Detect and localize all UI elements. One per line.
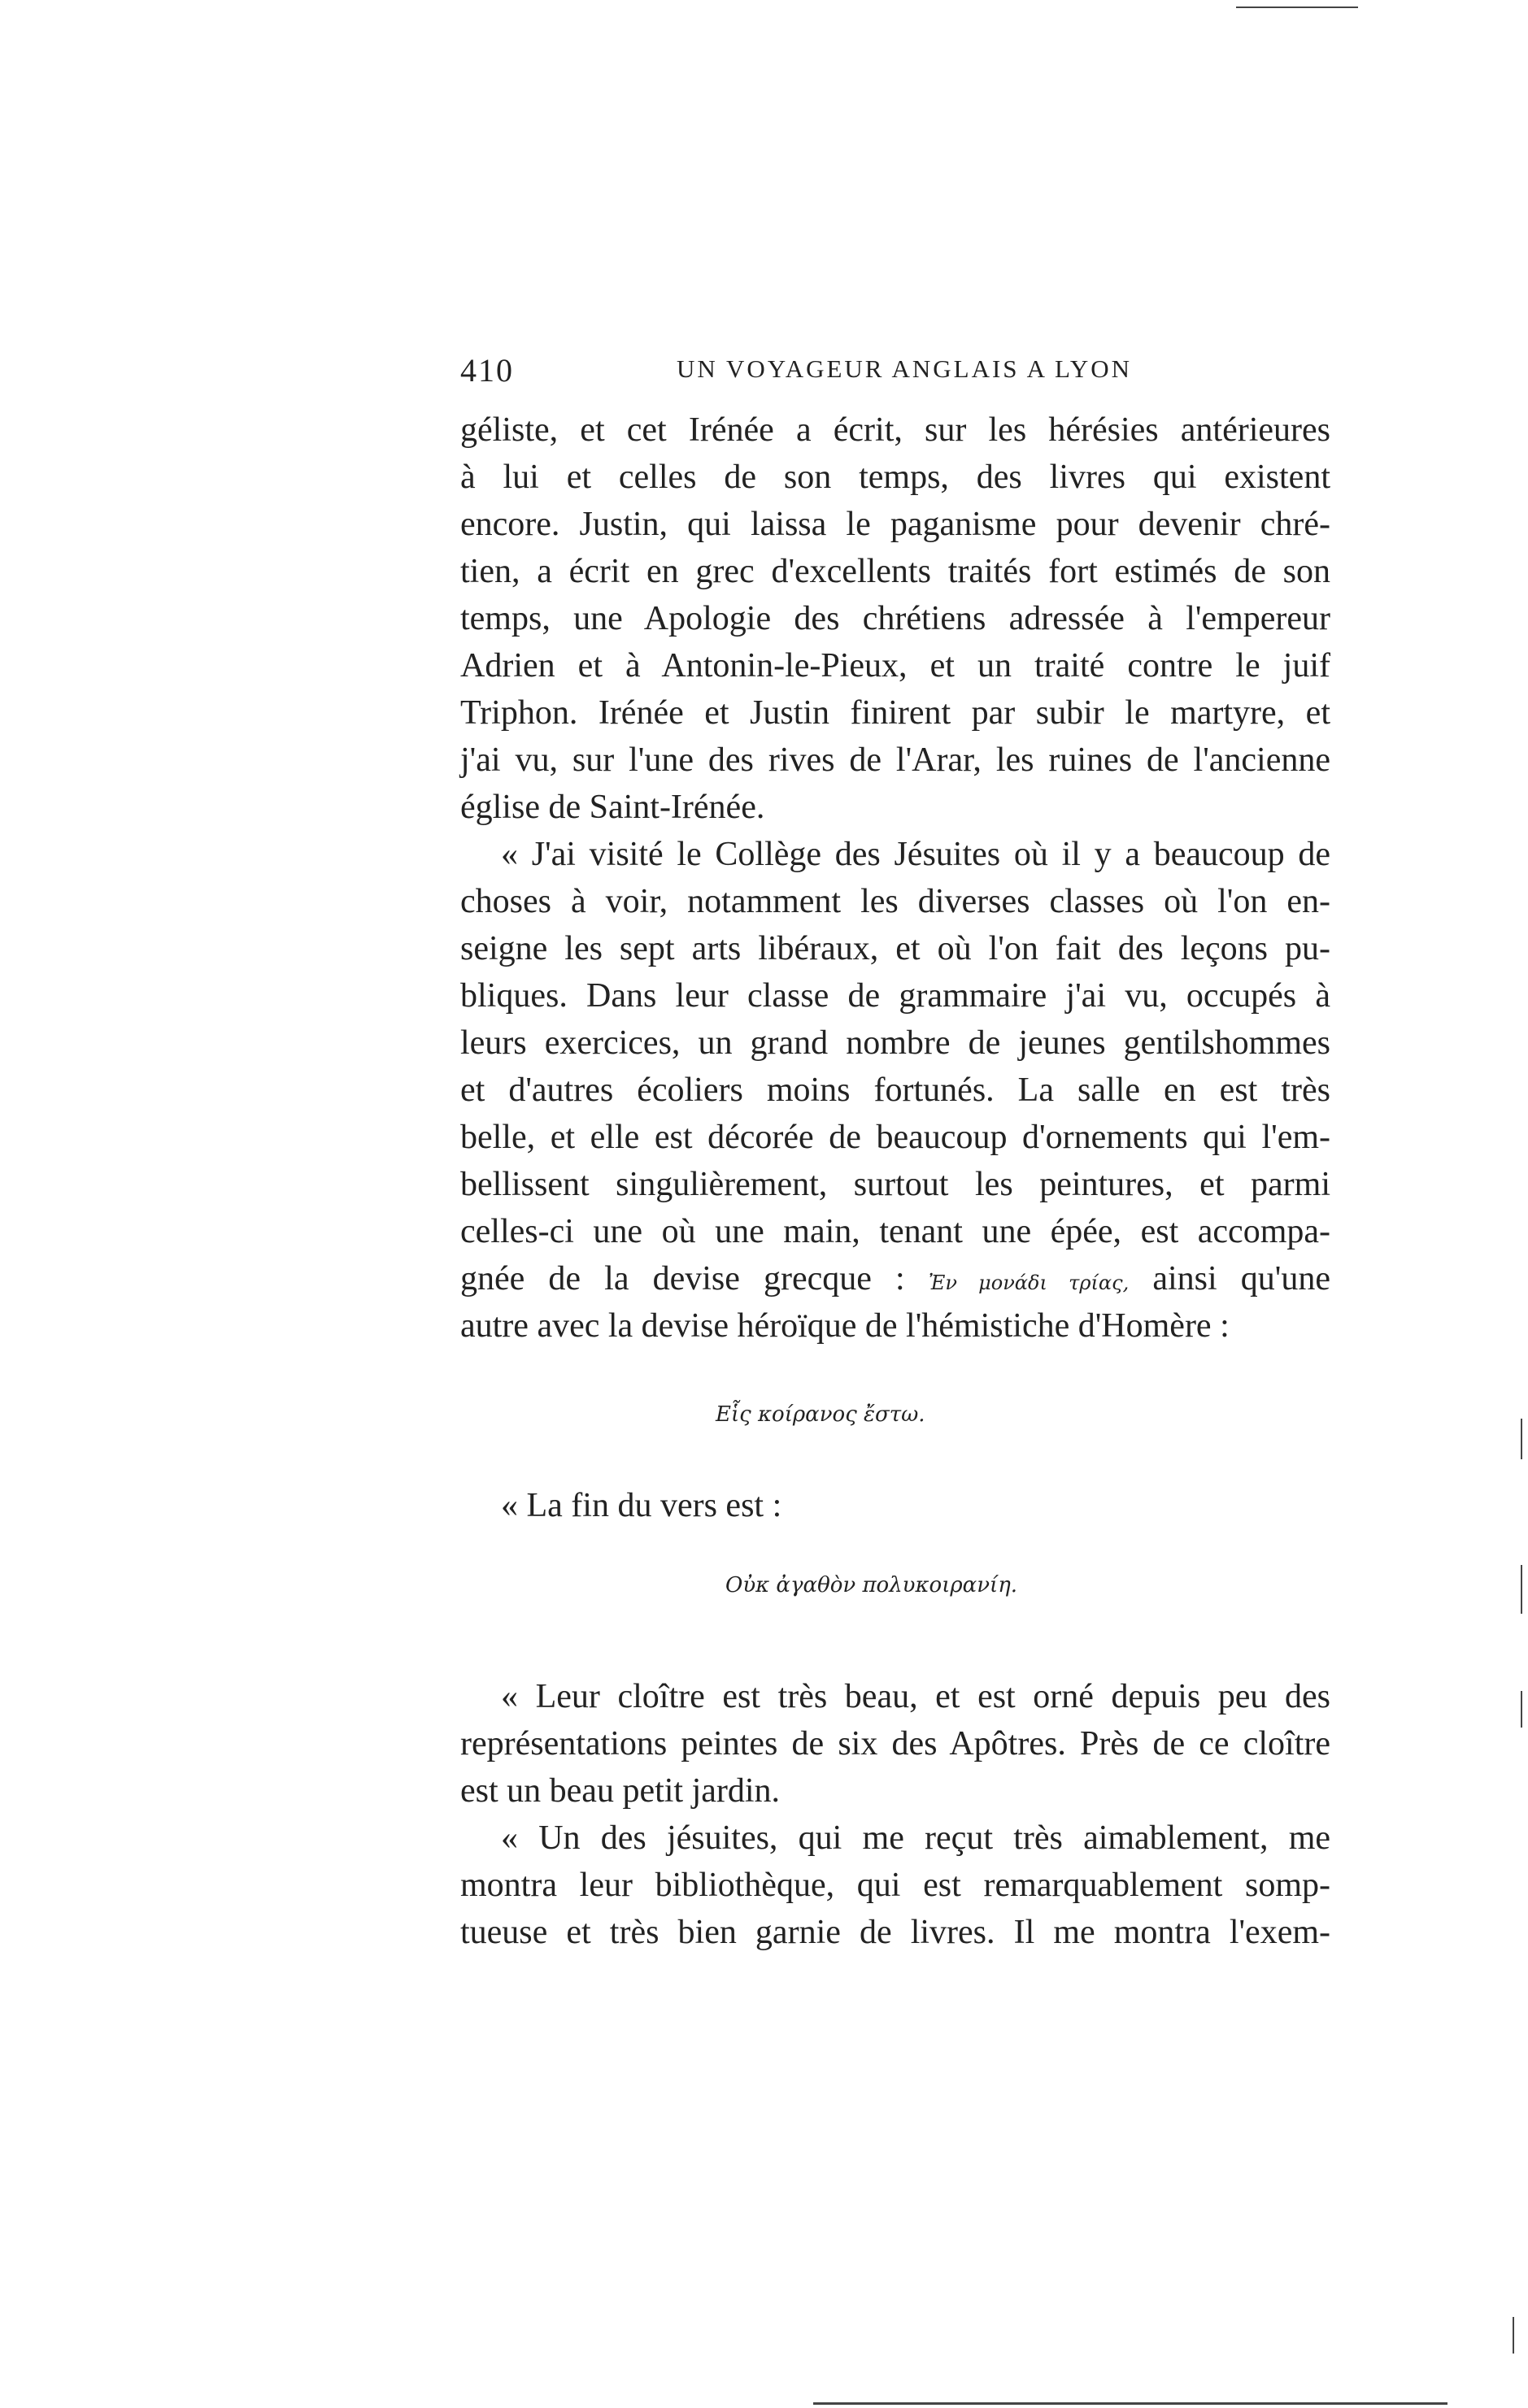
running-title: UN VOYAGEUR ANGLAIS A LYON bbox=[677, 354, 1133, 383]
paragraph-3 bbox=[460, 1673, 1330, 1815]
scan-edge-mark bbox=[1521, 1565, 1522, 1614]
text-line: « Leur cloître est très beau, et est orné depuis peu des bbox=[501, 1678, 1330, 1715]
scan-edge-mark bbox=[1521, 1419, 1522, 1459]
text-line: temps, une Apologie des chrétiens adressée à l'empereur bbox=[460, 600, 1330, 637]
text-line: église de Saint-Irénée. bbox=[460, 789, 765, 826]
text-line: j'ai vu, sur l'une des rives de l'Arar, les ruines de l'ancienne bbox=[460, 741, 1330, 779]
page-number: 410 bbox=[460, 352, 514, 389]
main-text bbox=[460, 406, 1330, 1350]
text-line: choses à voir, notamment les diverses classes où l'on en- bbox=[460, 883, 1330, 920]
text-line: « J'ai visité le Collège des Jésuites où il y a beaucoup de bbox=[501, 836, 1330, 873]
text-line: à lui et celles de son temps, des livres qui existent bbox=[460, 459, 1330, 496]
text-line: celles-ci une où une main, tenant une épée, est accompa- bbox=[460, 1213, 1330, 1250]
scan-edge-mark bbox=[1521, 1691, 1522, 1728]
text-line: géliste, et cet Irénée a écrit, sur les hérésies antérieures bbox=[460, 411, 1330, 449]
text-line: belle, et elle est décorée de beaucoup d'ornements qui l'em- bbox=[460, 1119, 1330, 1156]
scan-edge-mark bbox=[1236, 7, 1358, 8]
text-line: « Un des jésuites, qui me reçut très aimablement, me bbox=[501, 1819, 1330, 1857]
scan-edge-mark bbox=[813, 2402, 1447, 2405]
paragraph-1 bbox=[460, 406, 1330, 831]
text-line: et d'autres écoliers moins fortunés. La salle en est très bbox=[460, 1071, 1330, 1109]
paragraph-4 bbox=[460, 1815, 1330, 1956]
text-line: est un beau petit jardin. bbox=[460, 1772, 781, 1810]
text-line-with-greek bbox=[460, 1255, 1330, 1302]
text-line: autre avec la devise héroïque de l'hémistiche d'Homère : bbox=[460, 1307, 1230, 1345]
text-line: Triphon. Irénée et Justin finirent par subir le martyre, et bbox=[460, 694, 1330, 732]
greek-line-before: gnée de la devise grecque : bbox=[460, 1260, 905, 1297]
text-line: tueuse et très bien garnie de livres. Il me montra l'exem- bbox=[460, 1914, 1330, 1951]
text-line: représentations peintes de six des Apôtres. Près de ce cloître bbox=[460, 1725, 1330, 1763]
quote-intro: « La fin du vers est : bbox=[501, 1487, 782, 1524]
paragraph-2 bbox=[460, 831, 1330, 1350]
text-line: seigne les sept arts libéraux, et où l'on fait des leçons pu- bbox=[460, 930, 1330, 967]
text-line: Adrien et à Antonin-le-Pieux, et un traité contre le juif bbox=[460, 647, 1330, 685]
greek-verse-1: Εἷς κοίρανος ἔστω. bbox=[716, 1402, 925, 1427]
scan-edge-mark bbox=[1513, 2317, 1514, 2354]
text-line: tien, a écrit en grec d'excellents traités fort estimés de son bbox=[460, 553, 1330, 590]
greek-line-after: ainsi qu'une bbox=[1152, 1260, 1330, 1297]
text-line: encore. Justin, qui laissa le paganisme pour devenir chré- bbox=[460, 506, 1330, 543]
text-line: bliques. Dans leur classe de grammaire j'ai vu, occupés à bbox=[460, 977, 1330, 1015]
greek-motto: Ἐν μονάδι τρίας, bbox=[928, 1271, 1130, 1294]
text-line: montra leur bibliothèque, qui est remarquablement somp- bbox=[460, 1867, 1330, 1904]
greek-verse-2: Οὐκ ἀγαθὸν πολυκοιρανίη. bbox=[725, 1573, 1018, 1597]
lower-text bbox=[460, 1673, 1330, 1956]
text-line: leurs exercices, un grand nombre de jeunes gentilshommes bbox=[460, 1024, 1330, 1062]
page-header bbox=[460, 351, 1330, 400]
text-line: bellissent singulièrement, surtout les peintures, et parmi bbox=[460, 1166, 1330, 1203]
